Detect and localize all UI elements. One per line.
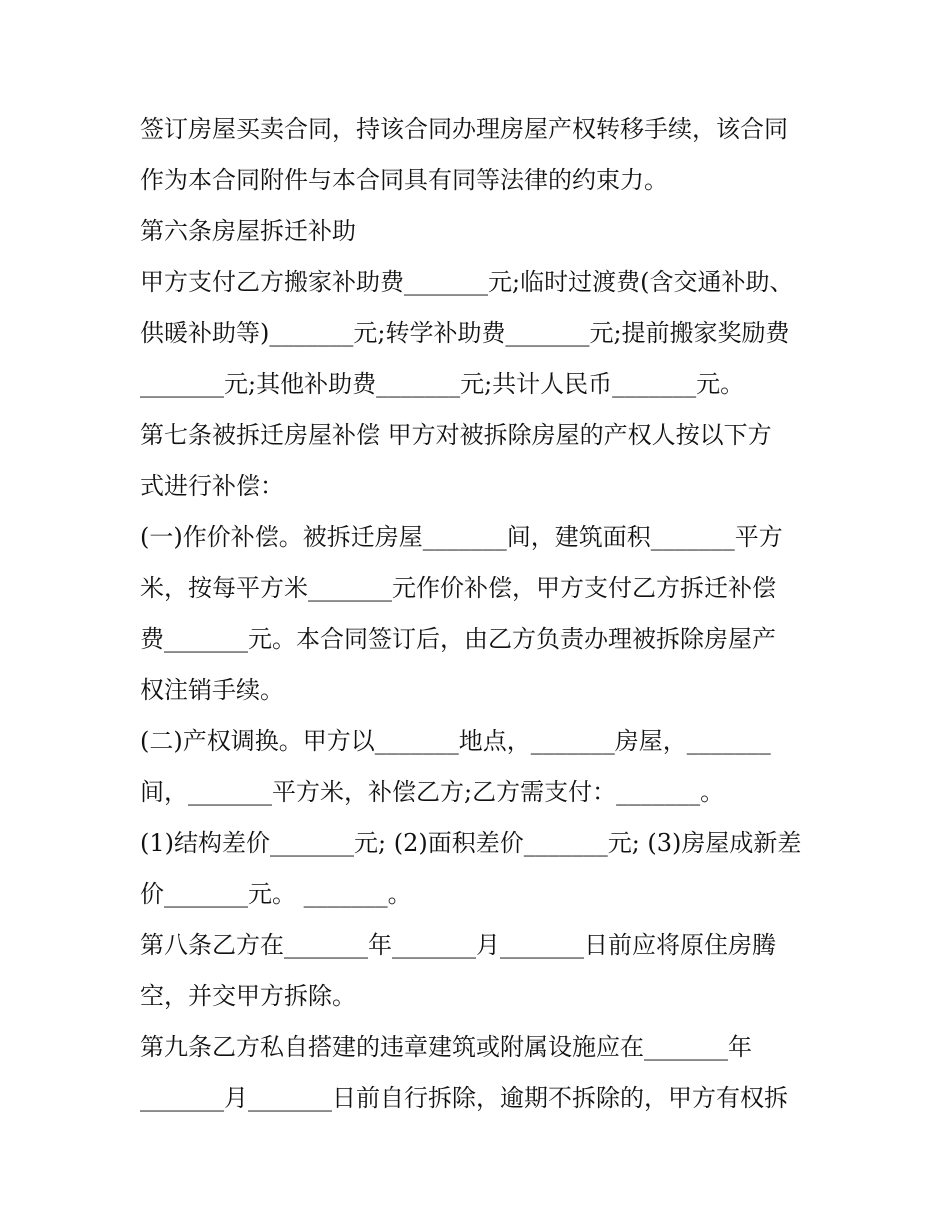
text-line: 签订房屋买卖合同，持该合同办理房屋产权转移手续，该合同: [140, 115, 788, 143]
text-line: 权注销手续。: [140, 676, 284, 704]
text-line: 费_______元。本合同签订后，由乙方负责办理被拆除房屋产: [140, 625, 776, 653]
text-line: 供暖补助等)_______元;转学补助费_______元;提前搬家奖励费: [140, 319, 790, 347]
text-line: _______元;其他补助费_______元;共计人民币_______元。: [140, 370, 745, 398]
article-heading: 第八条乙方在_______年_______月_______日前应将原住房腾: [140, 931, 776, 959]
text-line: 米，按每平方米_______元作价补偿，甲方支付乙方拆迁补偿: [140, 574, 776, 602]
text-line: 价_______元。 _______。: [140, 880, 412, 908]
article-heading: 第六条房屋拆迁补助: [140, 217, 356, 245]
text-line: 甲方支付乙方搬家补助费_______元;临时过渡费(含交通补助、: [140, 268, 794, 296]
article-heading: 第九条乙方私自搭建的违章建筑或附属设施应在_______年: [140, 1033, 752, 1061]
text-line: (1)结构差价_______元; (2)面积差价_______元; (3)房屋成新差: [140, 829, 802, 857]
contract-text-body: [140, 104, 830, 1124]
text-line: _______月_______日前自行拆除，逾期不拆除的，甲方有权拆: [140, 1084, 788, 1112]
text-line: 作为本合同附件与本合同具有同等法律的约束力。: [140, 166, 668, 194]
article-heading: 第七条被拆迁房屋补偿 甲方对被拆除房屋的产权人按以下方: [140, 421, 772, 449]
text-line: 间，_______平方米，补偿乙方;乙方需支付：_______。: [140, 778, 725, 806]
text-line: 空，并交甲方拆除。: [140, 982, 356, 1010]
text-line: (二)产权调换。甲方以_______地点，_______房屋，_______: [140, 727, 771, 755]
text-line: 式进行补偿：: [140, 472, 284, 500]
text-line: (一)作价补偿。被拆迁房屋_______间，建筑面积_______平方: [140, 523, 783, 551]
